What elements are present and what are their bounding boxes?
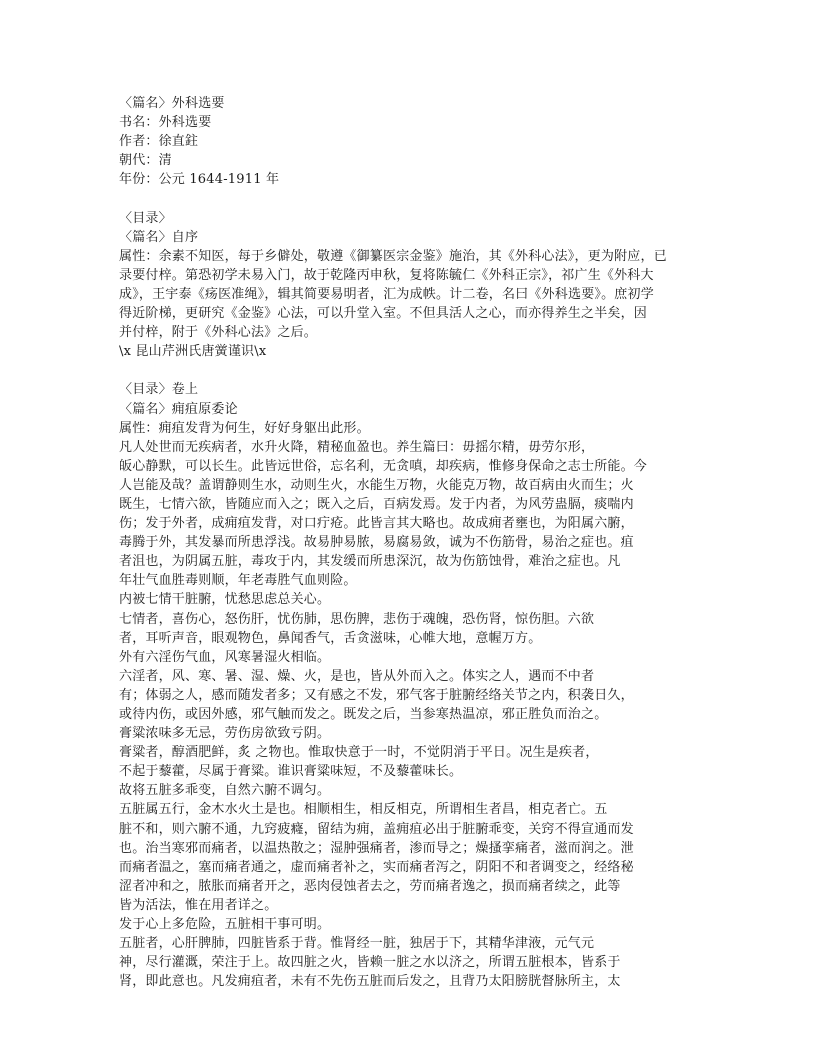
text-line: 膏粱者，醇酒肥鲜，炙 之物也。惟取快意于一时，不觉阴消于平日。况生是疾者， [119, 745, 599, 761]
text-line: 既生，七情六欲，皆随应而入之；既入之后，百病发焉。发于内者，为风劳蛊膈，痰喘内 [119, 496, 634, 512]
spacer [119, 189, 699, 208]
toc-marker: 〈目录〉 [119, 210, 172, 226]
signature-line: \x 昆山芹洲氏唐黉谨识\x [119, 344, 267, 360]
document-page [119, 94, 699, 991]
preface-section [119, 209, 699, 362]
text-line: 神，尽行灌溉，荣注于上。故四脏之火，皆赖一脏之水以济之，所谓五脏根本，皆系于 [119, 955, 621, 971]
verse-line: 发于心上多危险，五脏相干事可明。 [119, 917, 331, 933]
text-line: 年壮气血胜毒则顺，年老毒胜气血则险。 [119, 573, 357, 589]
text-line: 而痛者温之，塞而痛者通之，虚而痛者补之，实而痛者泻之，阴阳不和者调变之，经络秘 [119, 859, 634, 875]
text-line: 皈心静默，可以长生。此皆远世俗，忘名利，无贪嗔，却疾病，惟修身保命之志士所能。今 [119, 458, 648, 474]
chapter-section [119, 380, 699, 991]
text-line: 脏不和，则六腑不通，九窍疲癃，留结为痈，盖痈疽必出于脏腑乖变，关窍不得宣通而发 [119, 821, 634, 837]
text-line: 人岂能及哉？盖谓静则生水，动则生火，水能生万物，火能克万物，故百病由火而生；火 [119, 477, 634, 493]
verse-line: 内被七情干脏腑，忧愁思虑总关心。 [119, 592, 331, 608]
text-line: 凡人处世而无疾病者，水升火降，精秘血盈也。养生篇曰：毋摇尔精，毋劳尔形， [119, 439, 595, 455]
text-line: 五脏属五行，金木水火土是也。相顺相生，相反相克，所谓相生者昌，相克者亡。五 [119, 802, 608, 818]
spacer [119, 361, 699, 380]
text-line: 或待内伤，或因外感，邪气触而发之。既发之后，当参寒热温凉，邪正胜负而治之。 [119, 707, 608, 722]
verse-line: 故将五脏多乖变，自然六腑不调匀。 [119, 783, 331, 799]
section-heading: 〈篇名〉自序 [119, 229, 199, 245]
dynasty-line: 朝代：清 [119, 153, 172, 169]
text-line: 属性：余素不知医，每于乡僻处，敬遵《御纂医宗金鉴》施治，其《外科心法》，更为附应，已 [119, 248, 667, 264]
section-heading: 〈篇名〉痈疽原委论 [119, 401, 238, 417]
toc-marker: 〈目录〉卷上 [119, 382, 199, 398]
verse-line: 外有六淫伤气血，风寒暑湿火相临。 [119, 649, 331, 665]
text-line: 毒腾于外，其发暴而所患浮浅。故易肿易脓，易腐易敛，诚为不伤筋骨，易治之症也。疽 [119, 535, 634, 551]
year-line: 年份：公元 1644-1911 年 [119, 172, 280, 188]
text-line: 涩者冲和之，脓胀而痛者开之，恶肉侵蚀者去之，劳而痛者逸之，损而痛者续之，此等 [119, 878, 621, 894]
author-line: 作者：徐直鉒 [119, 134, 199, 150]
verse-line: 膏粱浓味多无忌，劳伤房欲致亏阴。 [119, 726, 331, 742]
text-line: 属性：痈疽发背为何生，好好身躯出此形。 [119, 420, 370, 436]
text-line: 者沮也，为阴属五脏，毒攻于内，其发缓而所患深沉，故为伤筋蚀骨，难治之症也。凡 [119, 554, 621, 570]
text-line: 得近阶梯，更研究《金鉴》心法，可以升堂入室。不但具活人之心，而亦得养生之半矣，因 [119, 306, 648, 322]
text-line: 五脏者，心肝脾肺，四脏皆系于背。惟肾经一脏，独居于下，其精华津液，元气元 [119, 936, 595, 952]
chapter-name-line: 〈篇名〉外科选要 [119, 96, 225, 111]
text-line: 七情者，喜伤心，怒伤肝，忧伤肺，思伤脾，悲伤于魂魄，恐伤肾，惊伤胆。六欲 [119, 611, 595, 627]
text-line: 成》，王宇泰《疡医准绳》，辑其简要易明者，汇为成帙。计二卷，名曰《外科选要》。庶初学 [119, 286, 654, 302]
text-line: 有；体弱之人，感而随发者多；又有感之不发，邪气客于脏腑经络关节之内，积袭日久， [119, 687, 634, 703]
book-title-line: 书名：外科选要 [119, 115, 212, 131]
text-line: 也。治当寒邪而痛者，以温热散之；湿肿强痛者，渗而导之；燥搔挛痛者，滋而润之。泄 [119, 840, 634, 856]
text-line: 伤；发于外者，成痈疽发背，对口疔疮。此皆言其大略也。故成痈者壅也，为阳属六腑， [119, 516, 634, 532]
text-line: 并付梓，附于《外科心法》之后。 [119, 325, 318, 341]
book-meta [119, 94, 699, 189]
text-line: 不起于藜藿，尽属于膏粱。谁识膏粱味短，不及藜藿味长。 [119, 764, 463, 780]
text-line: 肾，即此意也。凡发痈疽者，未有不先伤五脏而后发之，且背乃太阳膀胱督脉所主，太 [119, 974, 621, 990]
text-line: 六淫者，风、寒、暑、湿、燥、火，是也，皆从外而入之。体实之人，遇而不中者 [119, 668, 595, 684]
text-line: 者，耳听声音，眼观物色，鼻闻香气，舌贪滋味，心帷大地，意幄万方。 [119, 630, 542, 646]
text-line: 录要付梓。第恐初学未易入门，故于乾隆丙申秋，复将陈毓仁《外科正宗》，祁广生《外科大 [119, 267, 654, 283]
text-line: 皆为活法，惟在用者详之。 [119, 897, 278, 913]
